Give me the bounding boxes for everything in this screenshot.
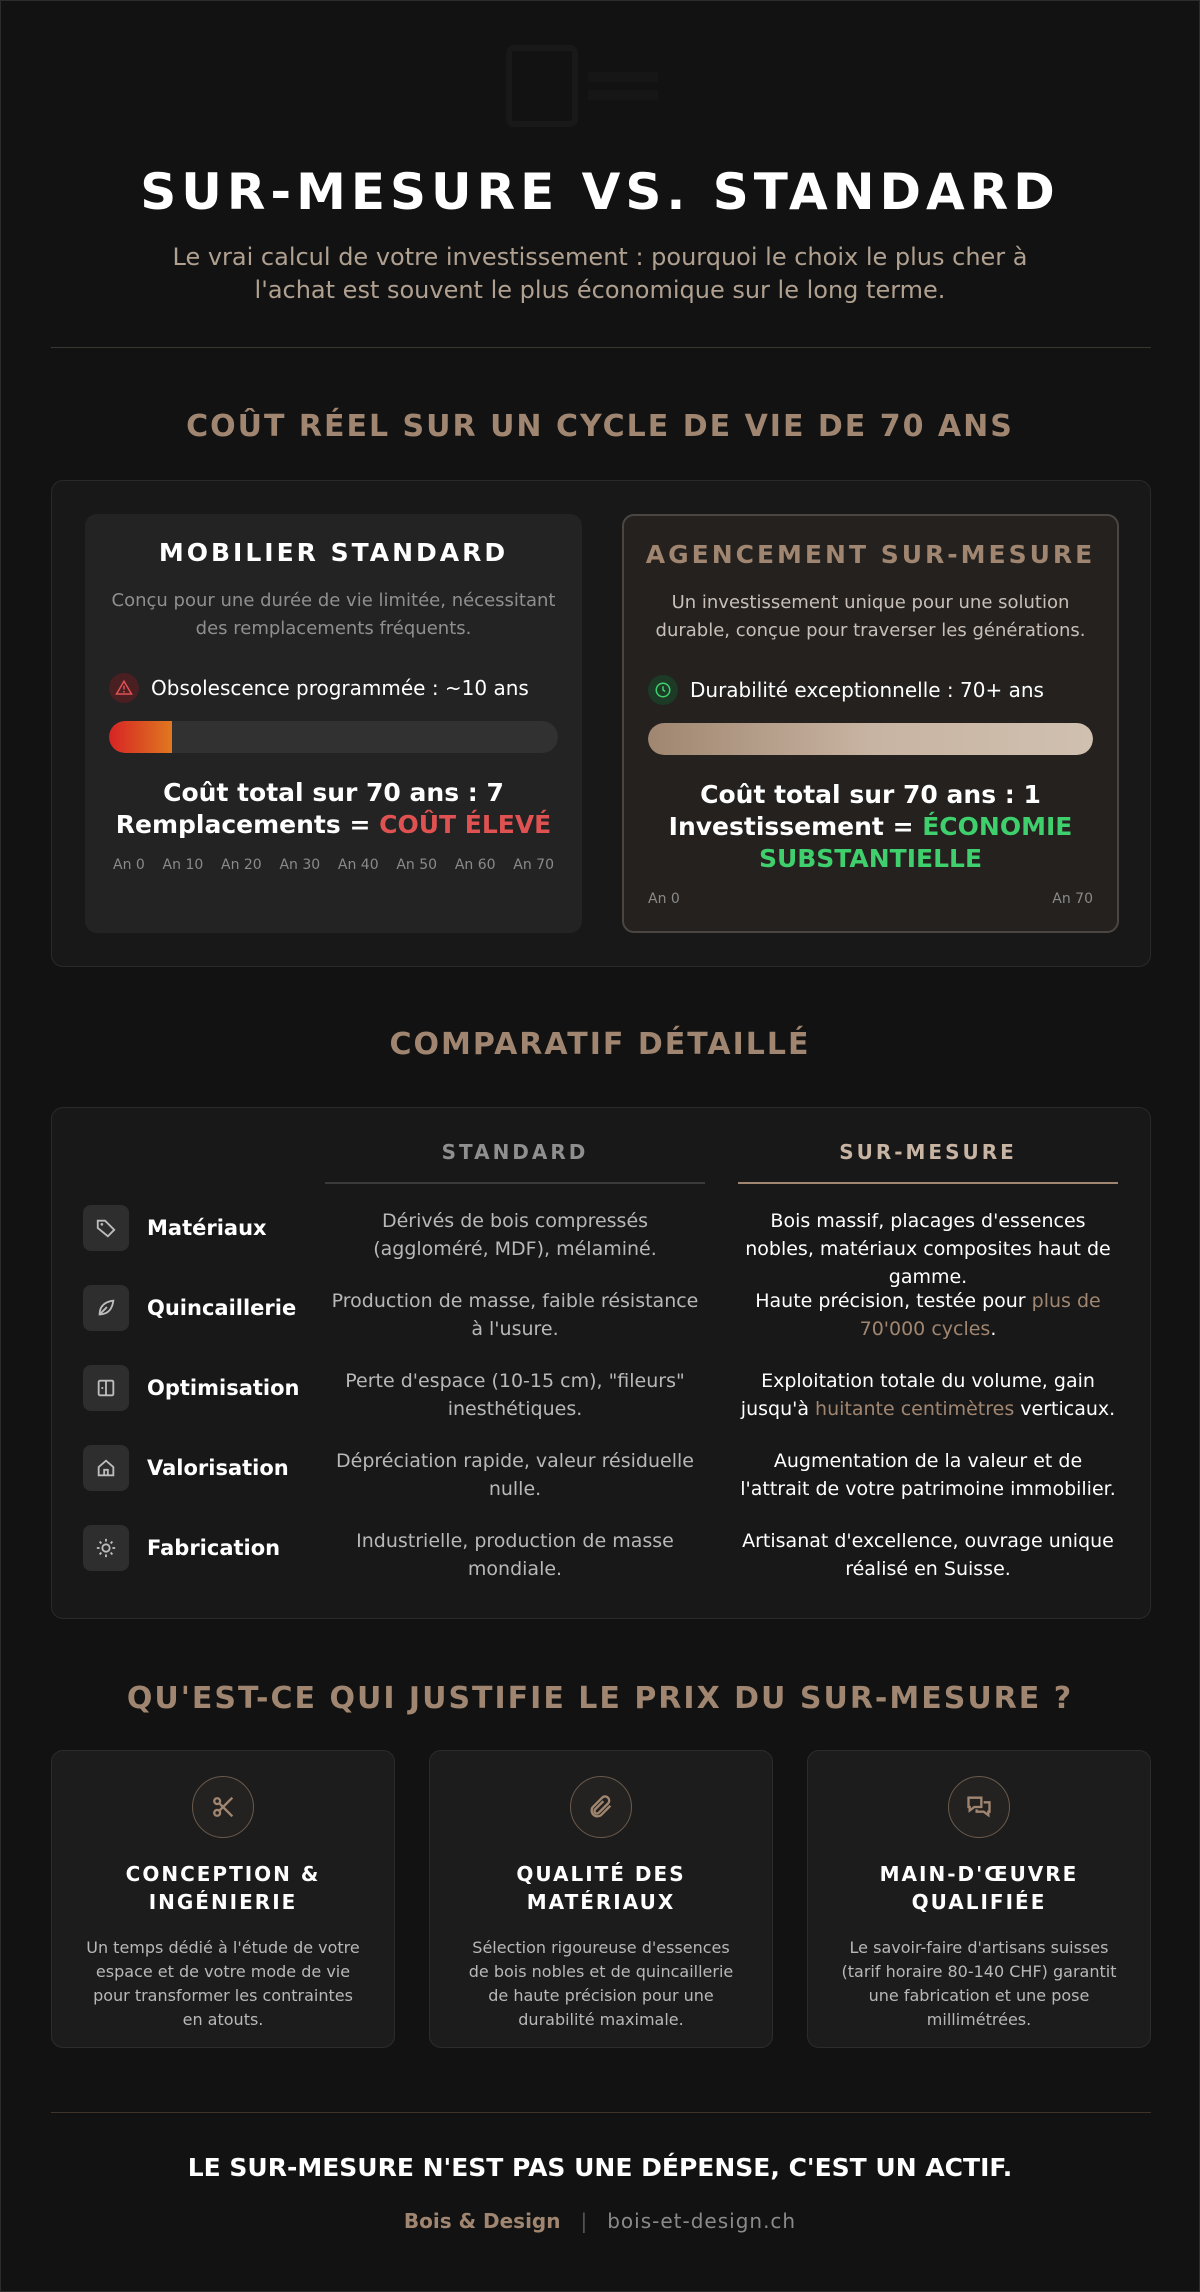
justify-card-text: Sélection rigoureuse d'essences de bois nobles et de quincaillerie de haute précision pour une durabilité maximale. bbox=[468, 1938, 734, 2029]
justify-card-text: Le savoir-faire d'artisans suisses (tarif horaire 80-140 CHF) garantit une fabrication et une pose millimétrées. bbox=[841, 1938, 1117, 2029]
custom-timeline-axis bbox=[648, 891, 1093, 907]
tag-icon bbox=[83, 1205, 129, 1251]
custom-cell-highlight: huitante centimètres bbox=[815, 1398, 1015, 1420]
axis-start-label: An 0 bbox=[648, 891, 680, 907]
custom-cell-text: Augmentation de la valeur et de l'attrait de votre patrimoine immobilier. bbox=[740, 1450, 1116, 1500]
standard-flag-text: Obsolescence programmée : ~10 ans bbox=[151, 676, 529, 700]
home-icon bbox=[83, 1445, 129, 1491]
custom-flag bbox=[648, 675, 1093, 705]
tools-icon bbox=[192, 1776, 254, 1838]
custom-cell-highlight: plus de 70'000 cycles bbox=[859, 1290, 1101, 1340]
clock-icon bbox=[648, 675, 678, 705]
custom-cell-text: Exploitation totale du volume, gain jusqu'à bbox=[740, 1370, 1095, 1420]
axis-tick-label: An 20 bbox=[221, 857, 262, 873]
axis-tick-label: An 60 bbox=[454, 857, 496, 873]
axis-end-label: An 70 bbox=[1052, 891, 1093, 907]
comparison-row-label bbox=[83, 1205, 267, 1251]
standard-card bbox=[85, 514, 582, 933]
axis-tick-label: An 70 bbox=[513, 857, 554, 873]
comparison-row-label bbox=[83, 1285, 296, 1331]
comparison-row-label bbox=[83, 1445, 289, 1491]
lifecycle-panel bbox=[51, 480, 1151, 967]
custom-cell bbox=[738, 1354, 1118, 1436]
standard-cell: Industrielle, production de masse mondiale. bbox=[356, 1530, 674, 1580]
comparison-row-label bbox=[83, 1365, 300, 1411]
chat-icon bbox=[948, 1776, 1010, 1838]
row-label-text: Matériaux bbox=[147, 1216, 267, 1240]
standard-card-desc: Conçu pour une durée de vie limitée, nécessitant des remplacements fréquents. bbox=[111, 590, 556, 639]
closing-tagline: LE SUR-MESURE N'EST PAS UNE DÉPENSE, C'EST UN ACTIF. bbox=[187, 2153, 1013, 2182]
layout-icon bbox=[83, 1365, 129, 1411]
custom-cell bbox=[738, 1514, 1118, 1596]
justify-card bbox=[429, 1750, 773, 2048]
custom-cell bbox=[738, 1274, 1118, 1356]
justify-card bbox=[807, 1750, 1151, 2048]
row-label-text: Valorisation bbox=[147, 1456, 289, 1480]
footer-separator: | bbox=[580, 2209, 588, 2233]
custom-cell-text: Artisanat d'excellence, ouvrage unique réalisé en Suisse. bbox=[742, 1530, 1114, 1580]
column-header-custom: SUR-MESURE bbox=[738, 1140, 1118, 1184]
footer bbox=[1, 2209, 1199, 2233]
standard-cell: Production de masse, faible résistance à l'usure. bbox=[331, 1290, 699, 1340]
justify-card bbox=[51, 1750, 395, 2048]
custom-cell bbox=[738, 1434, 1118, 1516]
row-label-text: Fabrication bbox=[147, 1536, 281, 1560]
custom-lifespan-bar bbox=[648, 723, 1093, 755]
axis-tick-label: An 30 bbox=[279, 857, 321, 873]
page-subtitle: Le vrai calcul de votre investissement : pourquoi le choix le plus cher à l'achat est souvent le plus économique sur le long terme. bbox=[172, 243, 1028, 304]
divider bbox=[51, 347, 1151, 348]
footer-brand: Bois & Design bbox=[403, 2209, 561, 2233]
standard-flag bbox=[109, 673, 558, 703]
custom-cell-text: Bois massif, placages d'essences nobles, matériaux composites haut de gamme. bbox=[745, 1210, 1111, 1288]
custom-cost-text: Coût total sur 70 ans : 1 Investissement = bbox=[668, 780, 1041, 841]
comparison-title: COMPARATIF DÉTAILLÉ bbox=[389, 1027, 811, 1062]
axis-tick-label: An 40 bbox=[337, 857, 379, 873]
paperclip-icon bbox=[570, 1776, 632, 1838]
page-title: SUR-MESURE VS. STANDARD bbox=[140, 163, 1060, 221]
custom-cell-suffix: verticaux. bbox=[1014, 1398, 1116, 1420]
custom-card bbox=[622, 514, 1119, 933]
justify-card-title: CONCEPTION & INGÉNIERIE bbox=[125, 1862, 321, 1914]
custom-card-title: AGENCEMENT SUR-MESURE bbox=[645, 540, 1096, 569]
warning-icon bbox=[109, 673, 139, 703]
justify-card-text: Un temps dédié à l'étude de votre espace et de votre mode de vie pour transformer les contraintes en atouts. bbox=[86, 1938, 360, 2029]
standard-cell: Dérivés de bois compressés (aggloméré, MDF), mélaminé. bbox=[373, 1210, 657, 1260]
justify-card-title: MAIN-D'ŒUVRE QUALIFIÉE bbox=[879, 1862, 1079, 1914]
standard-cell: Perte d'espace (10-15 cm), "fileurs" inesthétiques. bbox=[345, 1370, 685, 1420]
column-header-standard: STANDARD bbox=[325, 1140, 705, 1184]
custom-cell-text: Haute précision, testée pour bbox=[755, 1290, 1032, 1312]
row-label-text: Optimisation bbox=[147, 1376, 300, 1400]
axis-tick-label: An 0 bbox=[113, 857, 145, 873]
custom-cost-highlight: ÉCONOMIE SUBSTANTIELLE bbox=[758, 812, 1073, 873]
standard-cost bbox=[109, 777, 558, 841]
leaf-icon bbox=[83, 1285, 129, 1331]
custom-cell-suffix: . bbox=[990, 1318, 997, 1340]
comparison-panel bbox=[51, 1107, 1151, 1619]
standard-timeline-axis bbox=[113, 857, 554, 873]
standard-lifespan-fill bbox=[109, 721, 172, 753]
justify-title: QU'EST-CE QUI JUSTIFIE LE PRIX DU SUR-MESURE ? bbox=[126, 1681, 1074, 1716]
justify-card-title: QUALITÉ DES MATÉRIAUX bbox=[516, 1862, 686, 1914]
brand-logo bbox=[506, 45, 658, 127]
sun-icon bbox=[83, 1525, 129, 1571]
comparison-row-label bbox=[83, 1525, 280, 1571]
standard-cell: Dépréciation rapide, valeur résiduelle nulle. bbox=[336, 1450, 694, 1500]
standard-lifespan-bar bbox=[109, 721, 558, 753]
row-label-text: Quincaillerie bbox=[147, 1296, 297, 1320]
standard-card-title: MOBILIER STANDARD bbox=[158, 538, 509, 567]
standard-cost-text: Coût total sur 70 ans : 7 Remplacements = bbox=[115, 778, 504, 839]
lifecycle-title: COÛT RÉEL SUR UN CYCLE DE VIE DE 70 ANS bbox=[186, 409, 1014, 444]
custom-card-desc: Un investissement unique pour une solution durable, conçue pour traverser les générations. bbox=[655, 592, 1086, 641]
axis-tick-label: An 50 bbox=[396, 857, 438, 873]
custom-cost bbox=[648, 779, 1093, 875]
footer-divider bbox=[51, 2112, 1151, 2113]
custom-flag-text: Durabilité exceptionnelle : 70+ ans bbox=[690, 678, 1044, 702]
custom-lifespan-fill bbox=[648, 723, 1093, 755]
axis-tick-label: An 10 bbox=[162, 857, 204, 873]
footer-url[interactable]: bois-et-design.ch bbox=[607, 2209, 797, 2233]
standard-cost-highlight: COÛT ÉLEVÉ bbox=[379, 810, 552, 839]
